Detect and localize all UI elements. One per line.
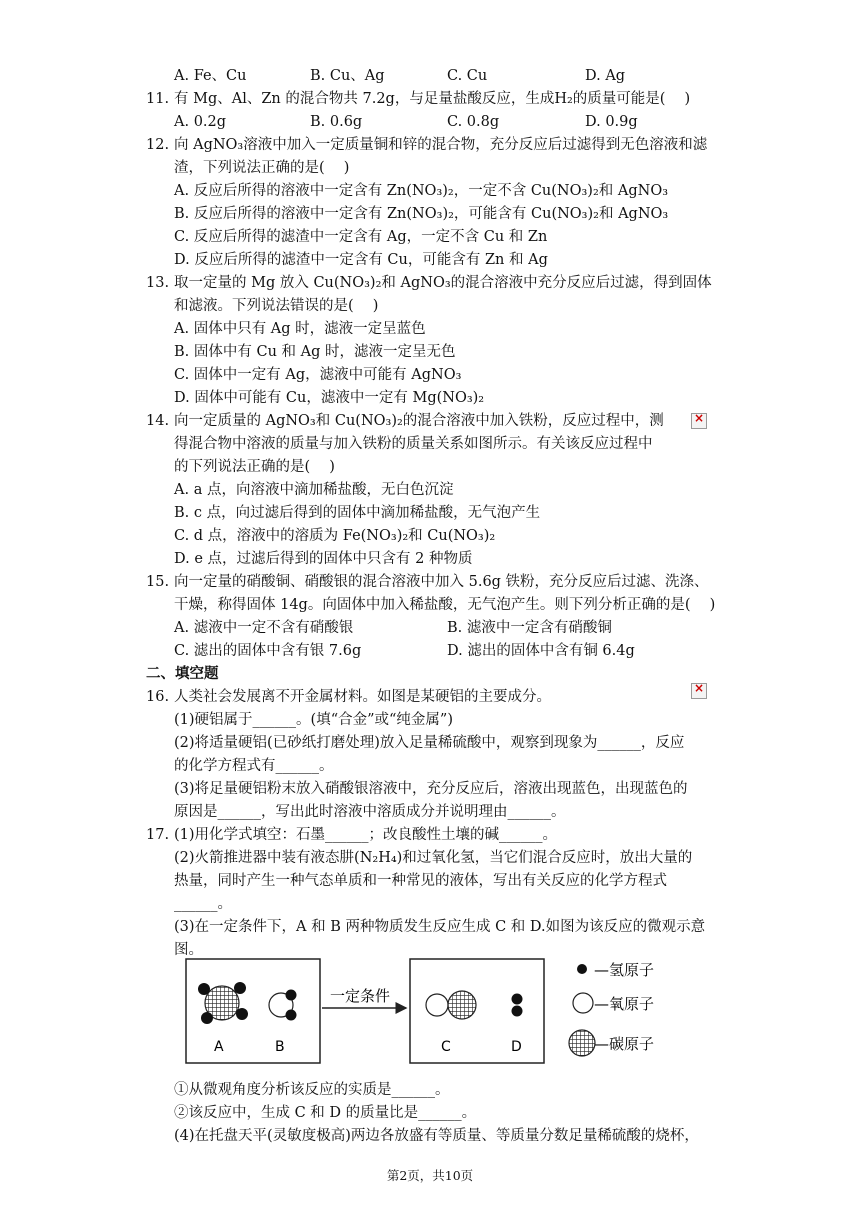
molecule-d	[512, 994, 523, 1017]
q17-part3-line2: 图。	[174, 942, 203, 958]
label-c: C	[441, 1039, 451, 1055]
q17-part2-line1: (2)火箭推进器中装有液态肼(N₂H₄)和过氧化氢，当它们混合反应时，放出大量的	[174, 850, 693, 866]
molecule-c	[426, 991, 476, 1019]
q12-number: 12.	[146, 137, 170, 153]
legend-carbon: —碳原子	[594, 1035, 655, 1053]
q11-option-c: C. 0.8g	[447, 114, 500, 130]
label-d: D	[511, 1039, 522, 1055]
q12-option-b: B. 反应后所得的溶液中一定含有 Zn(NO₃)₂，可能含有 Cu(NO₃)₂和 AgNO₃	[174, 206, 669, 222]
legend-oxygen: —氧原子	[594, 995, 655, 1013]
legend	[569, 961, 654, 1056]
q13-option-b: B. 固体中有 Cu 和 Ag 时，滤液一定呈无色	[174, 344, 456, 360]
section-heading: 二、填空题	[146, 665, 219, 682]
q14-option-d: D. e 点，过滤后得到的固体中只含有 2 种物质	[174, 551, 473, 567]
arrow-condition: 一定条件	[330, 987, 391, 1005]
q16-part2-line2: 的化学方程式有______。	[174, 758, 334, 774]
q10-option-b: B. Cu、Ag	[310, 68, 385, 84]
q13-number: 13.	[146, 275, 170, 291]
q16-stem: 人类社会发展离不开金属材料。如图是某硬铝的主要成分。	[174, 689, 551, 705]
q17-number: 17.	[146, 827, 170, 843]
q16-part2-line1: (2)将适量硬铝(已砂纸打磨处理)放入足量稀硫酸中，观察到现象为______，反应	[174, 735, 685, 751]
reaction-diagram	[180, 955, 680, 1070]
legend-hydrogen-icon	[577, 964, 587, 974]
broken-image-icon: ×	[691, 683, 707, 699]
q16-number: 16.	[146, 689, 170, 705]
q15-number: 15.	[146, 574, 170, 590]
q13-option-c: C. 固体中一定有 Ag，滤液中可能有 AgNO₃	[174, 367, 462, 383]
q12-option-d: D. 反应后所得的滤渣中一定含有 Cu，可能含有 Zn 和 Ag	[174, 252, 548, 268]
q14-stem-line3: 的下列说法正确的是( )	[174, 459, 335, 475]
q15-option-c: C. 滤出的固体中含有银 7.6g	[174, 643, 362, 659]
q15-stem-line2: 干燥，称得固体 14g。向固体中加入稀盐酸，无气泡产生。则下列分析正确的是( )	[174, 597, 716, 613]
q14-number: 14.	[146, 413, 170, 429]
q11-option-d: D. 0.9g	[585, 114, 638, 130]
q13-option-d: D. 固体中可能有 Cu，滤液中一定有 Mg(NO₃)₂	[174, 390, 485, 406]
q12-stem-line1: 向 AgNO₃溶液中加入一定质量铜和锌的混合物，充分反应后过滤得到无色溶液和滤	[174, 137, 708, 153]
q12-option-a: A. 反应后所得的溶液中一定含有 Zn(NO₃)₂，一定不含 Cu(NO₃)₂和 AgNO₃	[174, 183, 669, 199]
legend-carbon-icon	[569, 1030, 595, 1056]
q15-option-a: A. 滤液中一定不含有硝酸银	[174, 620, 354, 636]
broken-image-icon: ×	[691, 413, 707, 429]
q11-option-b: B. 0.6g	[310, 114, 363, 130]
molecule-b	[269, 990, 297, 1021]
q16-part3-line1: (3)将足量硬铝粉末放入硝酸银溶液中，充分反应后，溶液出现蓝色，出现蓝色的	[174, 781, 688, 797]
q16-part3-line2: 原因是______，写出此时溶液中溶质成分并说明理由______。	[174, 804, 566, 820]
q17-part2-line3: ______。	[174, 896, 232, 912]
q13-option-a: A. 固体中只有 Ag 时，滤液一定呈蓝色	[174, 321, 426, 337]
q17-part2-line2: 热量，同时产生一种气态单质和一种常见的液体，写出有关反应的化学方程式	[174, 873, 667, 889]
q17-part3-line1: (3)在一定条件下，A 和 B 两种物质发生反应生成 C 和 D.如图为该反应的微观示意	[174, 919, 706, 935]
q17-part4: (4)在托盘天平(灵敏度极高)两边各放盛有等质量、等质量分数足量稀硫酸的烧杯，	[174, 1128, 699, 1144]
q15-option-b: B. 滤液中一定含有硝酸铜	[447, 620, 612, 636]
label-b: B	[275, 1039, 285, 1055]
legend-oxygen-icon	[573, 993, 593, 1013]
q17-sub1: ①从微观角度分析该反应的实质是______。	[174, 1082, 450, 1098]
q17-part1: (1)用化学式填空：石墨______；改良酸性土壤的碱______。	[174, 827, 558, 843]
legend-hydrogen: —氢原子	[594, 961, 655, 979]
q14-stem-line1: 向一定质量的 AgNO₃和 Cu(NO₃)₂的混合溶液中加入铁粉，反应过程中，测	[174, 413, 664, 429]
reactants-box	[186, 959, 320, 1063]
q15-option-d: D. 滤出的固体中含有铜 6.4g	[447, 643, 635, 659]
q11-stem: 有 Mg、Al、Zn 的混合物共 7.2g，与足量盐酸反应，生成H₂的质量可能是( )	[174, 91, 691, 107]
q12-option-c: C. 反应后所得的滤渣中一定含有 Ag，一定不含 Cu 和 Zn	[174, 229, 548, 245]
q16-part1: (1)硬铝属于______。(填“合金”或“纯金属”)	[174, 712, 454, 728]
q14-option-a: A. a 点，向溶液中滴加稀盐酸，无白色沉淀	[174, 482, 454, 498]
q10-option-d: D. Ag	[585, 68, 626, 84]
q10-option-a: A. Fe、Cu	[174, 68, 247, 84]
q14-stem-line2: 得混合物中溶液的质量与加入铁粉的质量关系如图所示。有关该反应过程中	[174, 436, 653, 452]
label-a: A	[214, 1039, 224, 1055]
q14-option-c: C. d 点，溶液中的溶质为 Fe(NO₃)₂和 Cu(NO₃)₂	[174, 528, 496, 544]
q11-number: 11.	[146, 91, 170, 107]
q17-sub2: ②该反应中，生成 C 和 D 的质量比是______。	[174, 1105, 477, 1121]
q13-stem-line2: 和滤液。下列说法错误的是( )	[174, 298, 379, 314]
q13-stem-line1: 取一定量的 Mg 放入 Cu(NO₃)₂和 AgNO₃的混合溶液中充分反应后过滤，得到固体	[174, 275, 712, 291]
q12-stem-line2: 渣，下列说法正确的是( )	[174, 160, 350, 176]
q15-stem-line1: 向一定量的硝酸铜、硝酸银的混合溶液中加入 5.6g 铁粉，充分反应后过滤、洗涤、	[174, 574, 709, 590]
q11-option-a: A. 0.2g	[174, 114, 227, 130]
page-footer: 第2页，共10页	[386, 1168, 474, 1183]
q10-option-c: C. Cu	[447, 68, 488, 84]
q14-option-b: B. c 点，向过滤后得到的固体中滴加稀盐酸，无气泡产生	[174, 505, 541, 521]
molecule-a	[198, 982, 248, 1024]
